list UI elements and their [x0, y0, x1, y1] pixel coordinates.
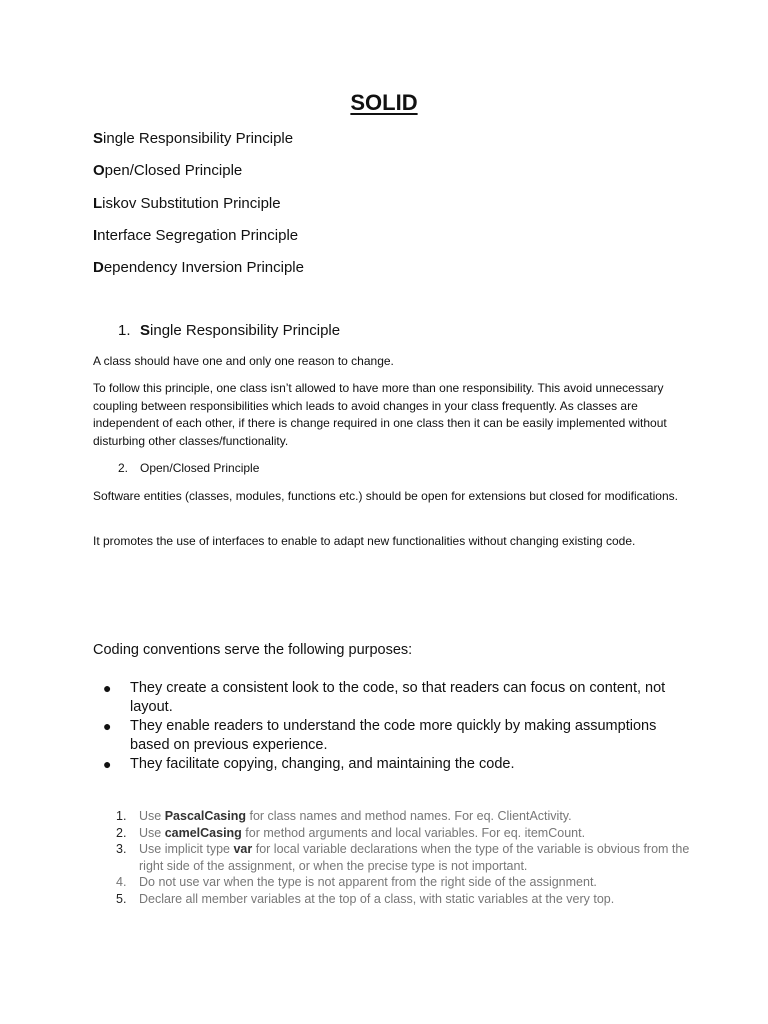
- principle-text: pen/Closed Principle: [104, 162, 243, 179]
- list-item: [100, 717, 680, 755]
- principle-initial: D: [93, 259, 104, 276]
- principle-initial: I: [93, 227, 98, 244]
- principle-initial: O: [93, 162, 105, 179]
- bullet-text: They create a consistent look to the code, so that readers can focus on content, not layout.: [130, 680, 666, 715]
- bullet-text: They enable readers to understand the code more quickly by making assumptions based on previous experience.: [130, 718, 657, 753]
- principle-item: [93, 162, 242, 179]
- bullet-icon: ●: [103, 756, 112, 772]
- rule-text: Do not use var when the type is not apparent from the right side of the assignment.: [139, 875, 597, 889]
- rule-text: Use implicit type: [139, 842, 234, 856]
- section1-initial: S: [140, 322, 151, 339]
- list-item: [100, 755, 680, 774]
- list-item: [116, 841, 696, 874]
- section1-paragraph-2: To follow this principle, one class isn’t allowed to have more than one responsibility. This avoid unnecessary coupling between responsibilities which leads to avoid changes in your class frequently. As classes are independent of each other, if there is change required in one class then it can be easily implemented without disturbing other classes/functionality.: [93, 381, 667, 448]
- principle-item: [93, 195, 281, 212]
- rule-text: Use: [139, 809, 165, 823]
- list-item: [116, 808, 696, 825]
- rule-keyword: camelCasing: [164, 825, 242, 840]
- rule-text: Declare all member variables at the top of a class, with static variables at the very top.: [139, 891, 615, 906]
- naming-rules-list: [116, 808, 696, 907]
- principle-initial: S: [93, 130, 104, 147]
- conventions-heading: Coding conventions serve the following purposes:: [93, 642, 413, 658]
- principle-text: nterface Segregation Principle: [97, 227, 299, 244]
- list-item: [116, 874, 696, 891]
- rule-number: 2.: [116, 825, 127, 840]
- section2-title: Open/Closed Principle: [140, 461, 260, 475]
- section2-paragraph-2: It promotes the use of interfaces to enable to adapt new functionalities without changing existing code.: [93, 534, 636, 548]
- page-title: SOLID: [350, 90, 418, 115]
- rule-text: for method arguments and local variables. For eq. itemCount.: [241, 825, 586, 840]
- principle-item: [93, 227, 298, 244]
- section2-heading: [118, 461, 259, 475]
- section2-paragraph-1: Software entities (classes, modules, functions etc.) should be open for extensions but closed for modifications.: [93, 489, 678, 503]
- principle-text: iskov Substitution Principle: [102, 195, 281, 212]
- section2-number: 2.: [118, 461, 129, 475]
- bullet-text: They facilitate copying, changing, and maintaining the code.: [130, 756, 515, 772]
- section1-number: 1.: [118, 322, 131, 339]
- rule-number: 4.: [116, 875, 127, 889]
- principle-initial: L: [93, 195, 103, 212]
- bullet-icon: ●: [103, 718, 112, 734]
- rule-number: 3.: [116, 842, 127, 856]
- rule-keyword: var: [233, 842, 253, 856]
- section1-heading: [118, 322, 340, 339]
- section1-title: ingle Responsibility Principle: [150, 322, 341, 339]
- list-item: [100, 679, 680, 717]
- list-item: [116, 825, 696, 842]
- rule-text: for class names and method names. For eq. ClientActivity.: [246, 809, 572, 823]
- principle-item: [93, 130, 293, 147]
- principle-text: ingle Responsibility Principle: [103, 130, 294, 147]
- bullet-icon: ●: [103, 680, 112, 696]
- rule-number: 5.: [116, 891, 127, 906]
- conventions-bullet-list: [100, 679, 680, 774]
- principle-item: [93, 259, 304, 276]
- list-item: [116, 891, 696, 908]
- section1-paragraph-1: A class should have one and only one reason to change.: [93, 354, 394, 368]
- rule-number: 1.: [116, 809, 127, 823]
- rule-keyword: PascalCasing: [164, 809, 246, 823]
- rule-text: Use: [139, 825, 165, 840]
- principle-text: ependency Inversion Principle: [103, 259, 304, 276]
- rule-text: for local variable declarations when the type of the variable is obvious from the right side of the assignment, or when the precise type is not important.: [139, 842, 690, 873]
